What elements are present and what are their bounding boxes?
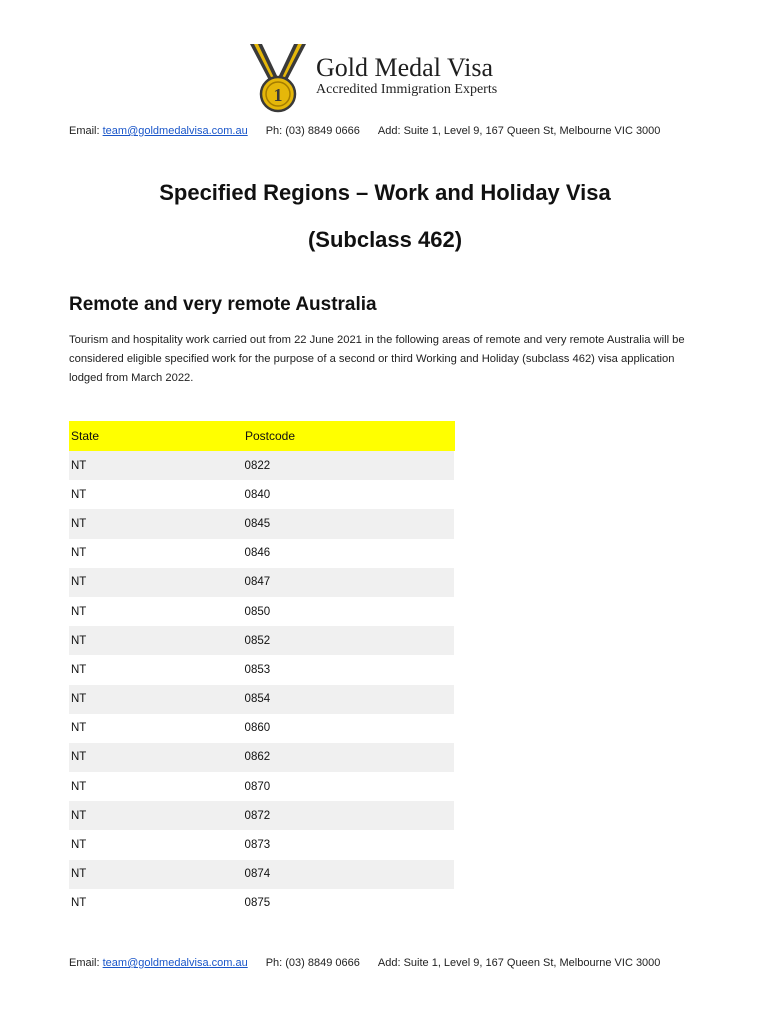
table-header	[69, 421, 455, 451]
cell-state: NT	[71, 488, 87, 501]
cell-postcode: 0846	[244, 547, 271, 560]
company-logo	[246, 42, 536, 114]
cell-postcode: 0822	[244, 459, 271, 472]
email-link[interactable]: team@goldmedalvisa.com.au	[102, 125, 248, 137]
cell-postcode: 0850	[244, 605, 271, 618]
cell-postcode: 0854	[244, 693, 271, 706]
table-row	[69, 714, 455, 743]
cell-state: NT	[71, 780, 87, 793]
cell-state: NT	[71, 751, 87, 764]
cell-state: NT	[71, 459, 87, 472]
cell-state: NT	[71, 809, 87, 822]
table-row	[69, 626, 455, 655]
cell-postcode: 0870	[244, 780, 271, 793]
cell-state: NT	[71, 605, 87, 618]
cell-state: NT	[71, 634, 87, 647]
table-row	[69, 539, 455, 568]
email-label: Email:	[69, 125, 103, 137]
table-row	[69, 743, 455, 772]
page-title: Specified Regions – Work and Holiday Visa	[159, 180, 611, 205]
logo-name: Gold Medal Visa	[316, 53, 494, 82]
cell-postcode: 0874	[244, 868, 271, 881]
cell-postcode: 0872	[244, 809, 271, 822]
cell-postcode: 0853	[244, 663, 271, 676]
email-link[interactable]: team@goldmedalvisa.com.au	[102, 957, 248, 969]
cell-postcode: 0860	[244, 722, 271, 735]
table-row	[69, 597, 455, 626]
cell-state: NT	[71, 517, 87, 530]
table-row	[69, 685, 455, 714]
cell-state: NT	[71, 663, 87, 676]
cell-state: NT	[71, 897, 87, 910]
section-heading: Remote and very remote Australia	[69, 294, 377, 315]
logo-tagline: Accredited Immigration Experts	[316, 82, 498, 97]
cell-state: NT	[71, 576, 87, 589]
header-postcode: Postcode	[245, 429, 296, 443]
cell-state: NT	[71, 868, 87, 881]
table-row	[69, 889, 455, 918]
page-subtitle: (Subclass 462)	[307, 227, 463, 252]
cell-postcode: 0862	[244, 751, 271, 764]
phone-number: Ph: (03) 8849 0666	[265, 957, 360, 969]
table-row	[69, 451, 455, 480]
table-row	[69, 509, 455, 538]
gold-medal-icon	[246, 42, 310, 114]
cell-state: NT	[71, 547, 87, 560]
header-state: State	[71, 429, 100, 443]
cell-state: NT	[71, 722, 87, 735]
email-label: Email:	[69, 957, 103, 969]
cell-postcode: 0847	[244, 576, 271, 589]
address: Add: Suite 1, Level 9, 167 Queen St, Melbourne VIC 3000	[377, 125, 661, 137]
table-body	[69, 451, 455, 918]
table-row	[69, 801, 455, 830]
cell-postcode: 0845	[244, 517, 271, 530]
cell-state: NT	[71, 693, 87, 706]
postcode-table	[69, 421, 455, 918]
cell-postcode: 0840	[244, 488, 271, 501]
table-row	[69, 830, 455, 859]
table-row	[69, 860, 455, 889]
footer-contact	[69, 957, 709, 969]
intro-paragraph: Tourism and hospitality work carried out from 22 June 2021 in the following areas of remote and very remote Australia will be considered eligible specified work for the purpose of a second or third Working and Holiday (subclass 462) visa application lodged from March 2022.	[69, 334, 685, 384]
address: Add: Suite 1, Level 9, 167 Queen St, Melbourne VIC 3000	[377, 957, 661, 969]
cell-postcode: 0875	[244, 897, 271, 910]
table-row	[69, 655, 455, 684]
header-contact	[69, 125, 709, 137]
table-row	[69, 568, 455, 597]
cell-postcode: 0852	[244, 634, 271, 647]
phone-number: Ph: (03) 8849 0666	[265, 125, 360, 137]
cell-state: NT	[71, 839, 87, 852]
table-row	[69, 772, 455, 801]
medal-number: 1	[273, 85, 283, 105]
table-row	[69, 480, 455, 509]
cell-postcode: 0873	[244, 839, 271, 852]
